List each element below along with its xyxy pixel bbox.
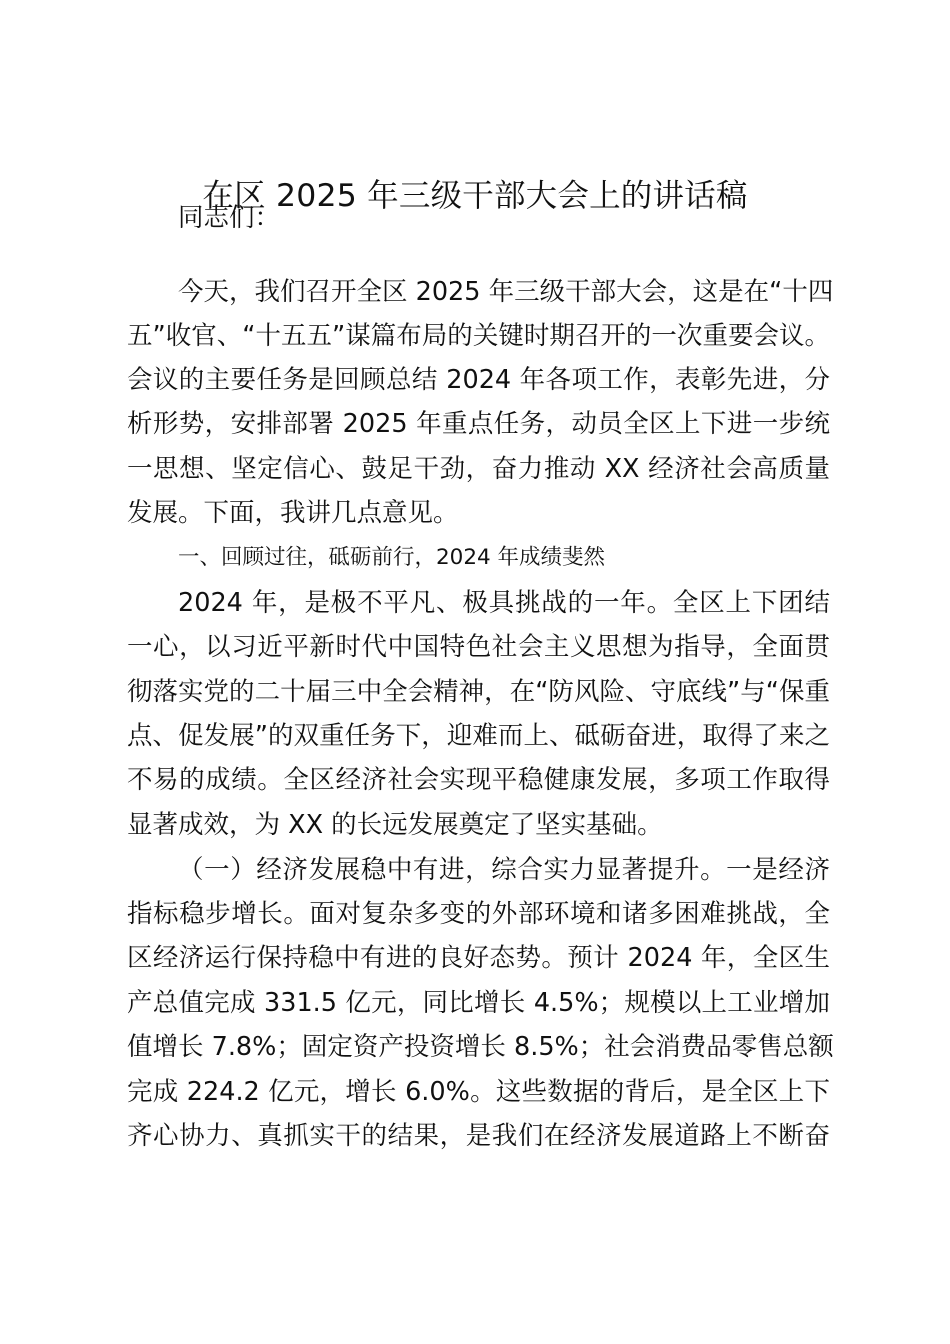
section-heading: 一、回顾过往，砥砺前行，2024 年成绩斐然 (178, 545, 606, 570)
paragraph-line: 会议的主要任务是回顾总结 2024 年各项工作，表彰先进，分 (127, 365, 830, 395)
subsection-paragraph-line: （一）经济发展稳中有进，综合实力显著提升。一是经济 (178, 855, 830, 885)
paragraph-line: 彻落实党的二十届三中全会精神，在“防风险、守底线”与“保重 (127, 677, 830, 707)
paragraph-line: 点、促发展”的双重任务下，迎难而上、砥砺奋进，取得了来之 (127, 721, 830, 751)
paragraph-line: 区经济运行保持稳中有进的良好态势。预计 2024 年，全区生 (127, 943, 830, 973)
document-title: 在区 2025 年三级干部大会上的讲话稿 (202, 178, 748, 214)
paragraph-line: 齐心协力、真抓实干的结果，是我们在经济发展道路上不断奋 (127, 1121, 830, 1151)
paragraph-line: 今天，我们召开全区 2025 年三级干部大会，这是在“十四 (178, 277, 834, 307)
salutation: 同志们： (178, 203, 281, 233)
paragraph-line: 不易的成绩。全区经济社会实现平稳健康发展，多项工作取得 (127, 765, 830, 795)
paragraph-line: 2024 年，是极不平凡、极具挑战的一年。全区上下团结 (178, 588, 830, 618)
paragraph-line: 一心，以习近平新时代中国特色社会主义思想为指导，全面贯 (127, 632, 830, 662)
paragraph-line: 析形势，安排部署 2025 年重点任务，动员全区上下进一步统 (127, 409, 830, 439)
paragraph-line: 五”收官、“十五五”谋篇布局的关键时期召开的一次重要会议。 (127, 321, 830, 351)
paragraph-line: 完成 224.2 亿元，增长 6.0%。这些数据的背后，是全区上下 (127, 1077, 830, 1107)
paragraph-line: 产总值完成 331.5 亿元，同比增长 4.5%；规模以上工业增加 (127, 988, 830, 1018)
paragraph-line: 发展。下面，我讲几点意见。 (127, 498, 459, 528)
paragraph-line: 一思想、坚定信心、鼓足干劲，奋力推动 XX 经济社会高质量 (127, 454, 830, 484)
paragraph-line: 指标稳步增长。面对复杂多变的外部环境和诸多困难挑战，全 (127, 899, 830, 929)
paragraph-line: 值增长 7.8%；固定资产投资增长 8.5%；社会消费品零售总额 (127, 1032, 834, 1062)
paragraph-line: 显著成效，为 XX 的长远发展奠定了坚实基础。 (127, 810, 663, 840)
